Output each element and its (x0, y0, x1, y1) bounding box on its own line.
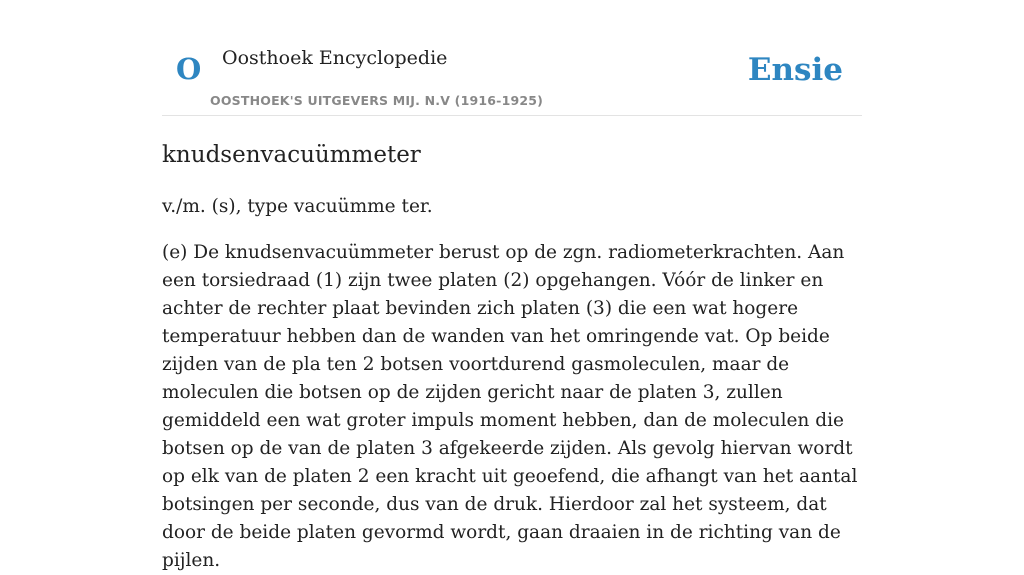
entry-body-text: (e) De knudsenvacuümmeter berust op de zgn. radiometerkrachten. Aan een torsiedraad (1) zijn twee platen (2) opgehangen. Vóór de linker en achter de rechter plaat bevinden zich platen (3) die een wat hogere temperatuur hebben dan de wanden van het omringende vat. Op beide zijden van de pla ten 2 botsen voortdurend gasmoleculen, maar de moleculen die botsen op de zijden gericht naar de platen 3, zullen gemiddeld een wat groter impuls moment hebben, dan de moleculen die botsen op de van de platen 3 afgekeerde zijden. Als gevolg hiervan wordt op elk van de platen 2 een kracht uit geoefend, die afhangt van het aantal botsingen per seconde, dus van de druk. Hierdoor zal het systeem, dat door de beide platen gevormd wordt, gaan draaien in de richting van de pijlen. (162, 242, 858, 571)
book-header (162, 0, 862, 116)
book-subtitle: OOSTHOEK'S UITGEVERS MIJ. N.V (1916-1925) (210, 93, 544, 108)
ensie-logo-link[interactable]: Ensie (747, 52, 843, 88)
entry-headword: knudsenvacuümmeter (162, 142, 421, 168)
book-title-link[interactable]: Oosthoek Encyclopedie (222, 47, 448, 69)
book-letter-icon[interactable]: O (176, 52, 202, 86)
entry-definition: v./m. (s), type vacuümme ter. (162, 196, 433, 217)
article-page (162, 0, 862, 571)
